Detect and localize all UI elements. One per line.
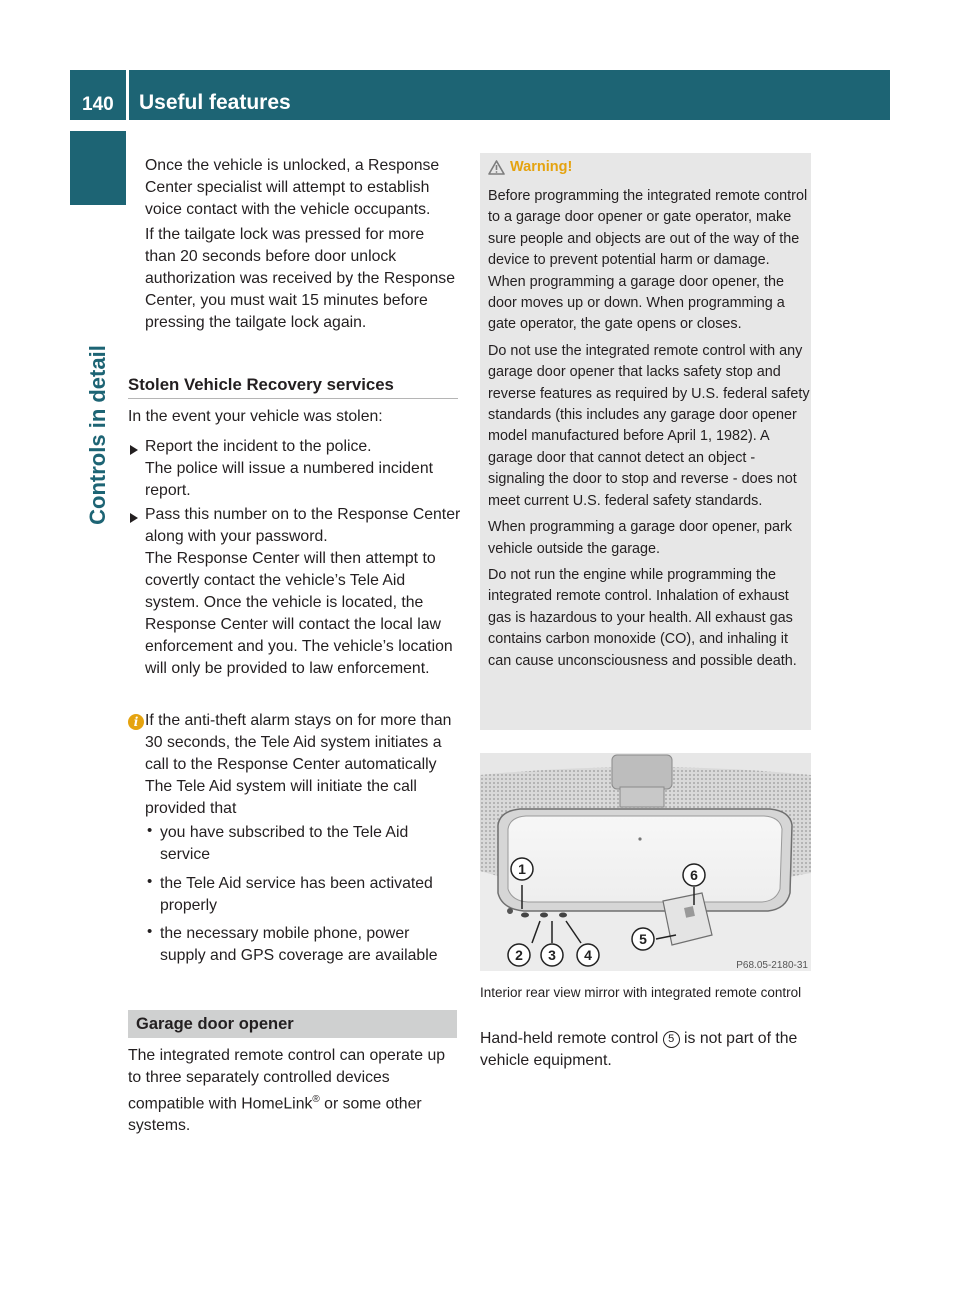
warning-paragraph: When programming a garage door opener, park vehicle outside the garage.: [488, 519, 792, 557]
figure-code: P68.05-2180-31: [736, 960, 808, 971]
bullet-dot: •: [147, 822, 153, 839]
step-arrow-icon: [130, 445, 138, 455]
warning-box: [480, 153, 811, 730]
side-tab-label: Controls in detail: [85, 345, 110, 525]
info-icon: i: [128, 714, 144, 730]
callout-4: 4: [584, 947, 592, 963]
callout-6: 6: [690, 867, 698, 883]
rear-view-mirror-illustration: [480, 753, 811, 971]
side-tab-marker: [70, 131, 126, 205]
callout-2: 2: [515, 947, 523, 963]
warning-triangle-icon: [488, 160, 505, 175]
remote-note: Hand-held remote control 5 is not part of the vehicle equipment.: [480, 1030, 798, 1069]
warning-paragraph: Before programming the integrated remote control to a garage door opener or gate operator, make sure people and objects are out of the way of the device to prevent potential harm or damage. When programming a garage door opener, the door moves up or down. When programming a gate operator, the gate opens or closes.: [488, 188, 808, 333]
bullet-item: the Tele Aid service has been activated properly: [160, 875, 433, 914]
paragraph-tailgate: If the tailgate lock was pressed for more than 20 seconds before door unlock authorization was received by the Response Center, you must wait 15 minutes before pressing the tailgate lock again.: [145, 226, 455, 331]
step-pass-number: Pass this number on to the Response Center along with your password. The Response Center will then attempt to covertly contact the vehicle’s Tele Aid system. Once the vehicle is located, the Response Center will contact the local law enforcement and you. The vehicle’s location will only be provided to law enforcement.: [145, 506, 461, 677]
warning-title: Warning!: [488, 159, 811, 181]
warning-paragraph: Do not use the integrated remote control with any garage door opener that lacks safety stop and reverse features as required by U.S. federal safety standards (this includes any garage door opener model manufactured before April 1, 1982). A garage door that cannot detect an object - signaling the door to stop and reverse - does not meet current U.S. federal safety standards.: [488, 342, 810, 509]
info-text: If the anti-theft alarm stays on for more than 30 seconds, the Tele Aid system initiates a call to the Response Center automatically The Tele Aid system will initiate the call provided that: [145, 712, 452, 817]
mirror-figure: [480, 753, 811, 971]
bullet-item: the necessary mobile phone, power supply and GPS coverage are available: [160, 925, 438, 964]
paragraph-unlock: Once the vehicle is unlocked, a Response Center specialist will attempt to establish voice contact with the vehicle occupants.: [145, 157, 440, 218]
stolen-intro: In the event your vehicle was stolen:: [128, 408, 383, 425]
stolen-heading: Stolen Vehicle Recovery services: [128, 375, 394, 394]
bullet-dot: •: [147, 923, 153, 940]
callout-1: 1: [518, 861, 526, 877]
step-report-police: Report the incident to the police. The police will issue a numbered incident report.: [145, 438, 434, 499]
heading-rule: [128, 398, 458, 399]
bullet-dot: •: [147, 873, 153, 890]
step-arrow-icon: [130, 513, 138, 523]
figure-caption: Interior rear view mirror with integrated remote control: [480, 985, 802, 1000]
callout-3: 3: [548, 947, 556, 963]
section-title: Useful features: [129, 70, 890, 120]
garage-heading: Garage door opener: [128, 1010, 457, 1038]
bullet-item: you have subscribed to the Tele Aid service: [160, 824, 409, 863]
page-number: 140: [70, 70, 126, 120]
callout-ref: 5: [663, 1031, 680, 1048]
callout-5: 5: [639, 931, 647, 947]
garage-text: The integrated remote control can operate up to three separately controlled devices compatible with HomeLink® or some other systems.: [128, 1047, 446, 1135]
warning-paragraph: Do not run the engine while programming the integrated remote control. Inhalation of exhaust gas is hazardous to your health. All exhaust gas contains carbon monoxide (CO), and inhaling it can cause unconsciousness and possible death.: [488, 566, 797, 669]
